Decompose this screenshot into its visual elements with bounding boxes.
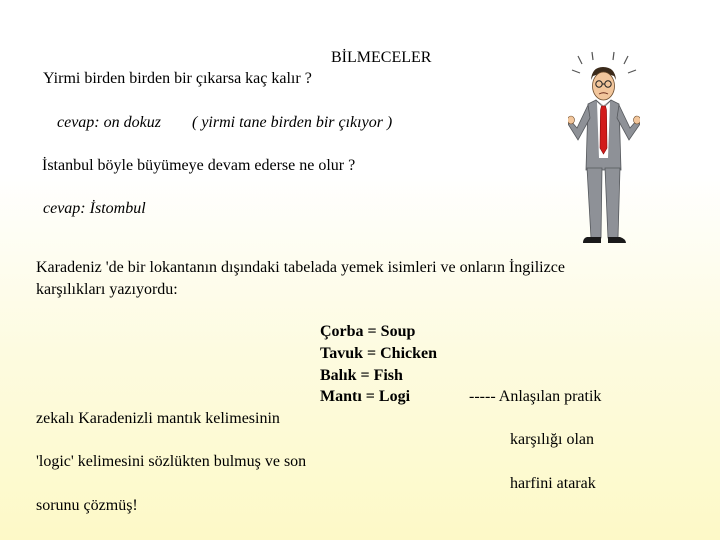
page-title: BİLMECELER [331, 49, 432, 66]
note-left-line2: 'logic' kelimesini sözlükten bulmuş ve son [36, 453, 307, 470]
menu-item: Tavuk = Chicken [320, 345, 438, 362]
confused-man-shrugging-icon [568, 50, 640, 250]
menu-item: Balık = Fish [320, 367, 403, 384]
note-right-line2: karşılığı olan [510, 431, 594, 448]
riddle2-answer: cevap: İstombul [43, 200, 146, 217]
riddle1-answer: cevap: on dokuz [57, 114, 161, 131]
riddle1-question: Yirmi birden birden bir çıkarsa kaç kalır ? [43, 70, 312, 87]
menu-item: Çorba = Soup [320, 323, 416, 340]
note-left-line3: sorunu çözmüş! [36, 497, 138, 514]
story-intro-line2: karşılıkları yazıyordu: [36, 281, 178, 298]
story-intro-line1: Karadeniz 'de bir lokantanın dışındaki tabelada yemek isimleri ve onların İngilizce [36, 259, 565, 276]
note-right-line3: harfini atarak [510, 475, 596, 492]
riddle1-explanation: ( yirmi tane birden bir çıkıyor ) [192, 114, 393, 131]
menu-item: Mantı = Logi [320, 388, 411, 405]
note-right-line1: ----- Anlaşılan pratik [469, 388, 602, 405]
riddle2-question: İstanbul böyle büyümeye devam ederse ne olur ? [42, 157, 356, 174]
note-left-line1: zekalı Karadenizli mantık kelimesinin [36, 410, 280, 427]
